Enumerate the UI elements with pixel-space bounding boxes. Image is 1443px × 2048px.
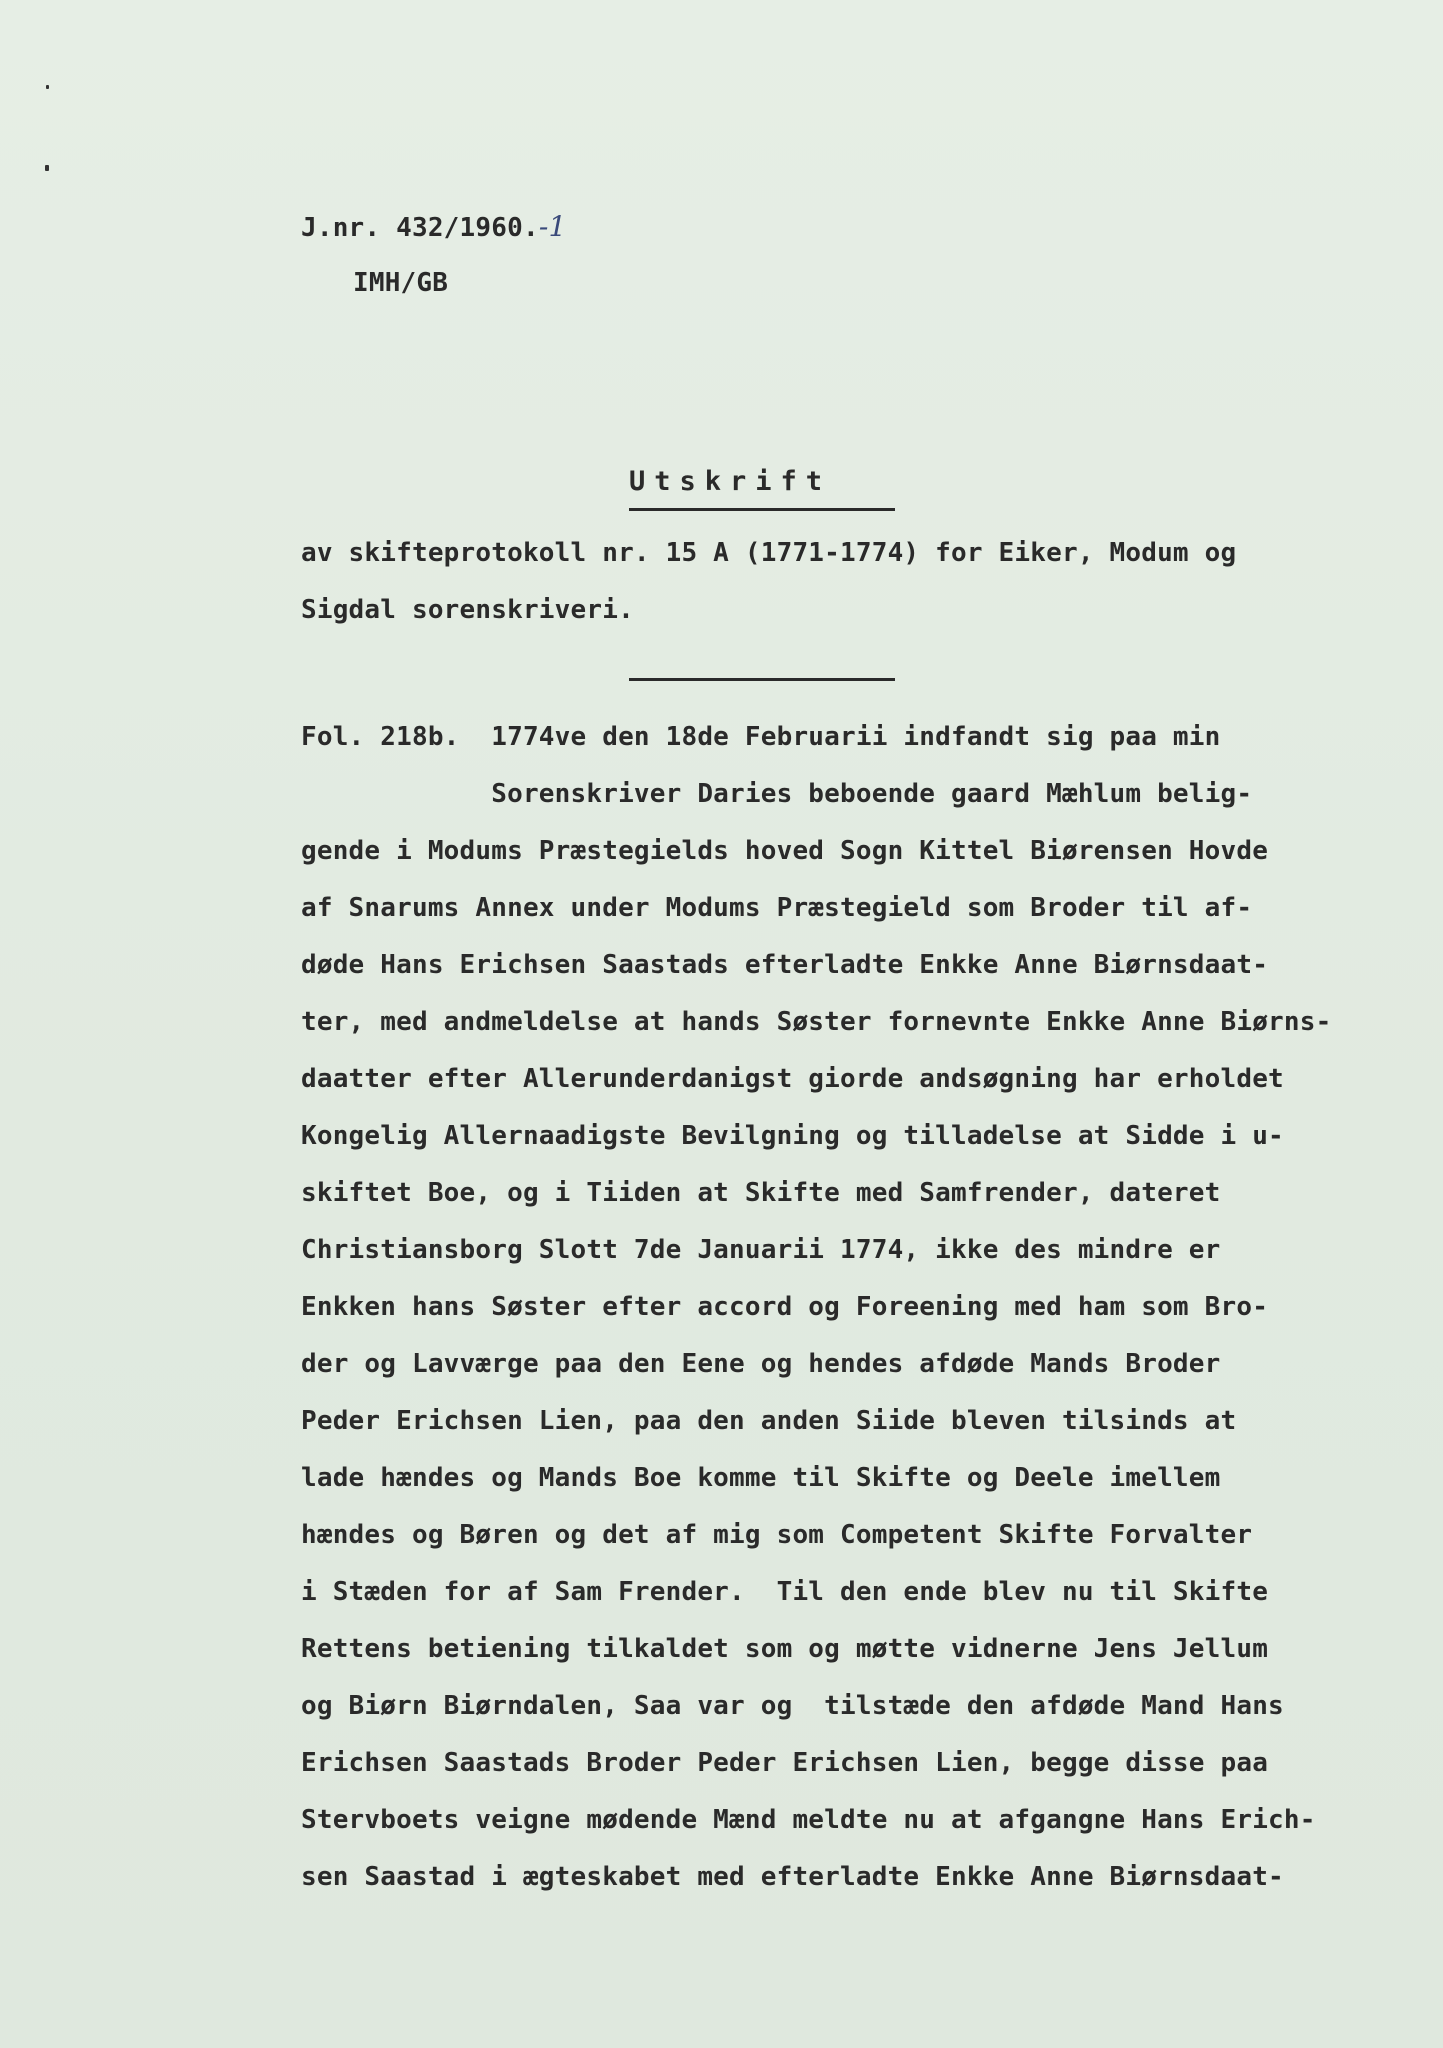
intro-line: Sigdal sorenskriveri.	[301, 595, 634, 625]
body-line: der og Lavværge paa den Eene og hendes afdøde Mands Broder	[301, 1349, 1221, 1379]
body-line: daatter efter Allerunderdanigst giorde andsøgning har erholdet	[301, 1064, 1284, 1094]
body-line: Stervboets veigne mødende Mænd meldte nu at afgangne Hans Erich-	[301, 1805, 1316, 1835]
body-line: hændes og Børen og det af mig som Competent Skifte Forvalter	[301, 1520, 1253, 1550]
body-line: Kongelig Allernaadigste Bevilgning og tilladelse at Sidde i u-	[301, 1121, 1284, 1151]
handwritten-suffix: -1	[538, 210, 567, 243]
intro-line: av skifteprotokoll nr. 15 A (1771-1774) for Eiker, Modum og	[301, 538, 1237, 568]
body-line: gende i Modums Præstegields hoved Sogn Kittel Biørensen Hovde	[301, 836, 1269, 866]
body-line: af Snarums Annex under Modums Præstegield som Broder til af-	[301, 893, 1253, 923]
body-line: skiftet Boe, og i Tiiden at Skifte med Samfrender, dateret	[301, 1178, 1221, 1208]
body-line: ter, med andmeldelse at hands Søster fornevnte Enkke Anne Biørns-	[301, 1007, 1332, 1037]
body-line: og Biørn Biørndalen, Saa var og tilstæde den afdøde Mand Hans	[301, 1691, 1284, 1721]
body-line: Peder Erichsen Lien, paa den anden Siide bleven tilsinds at	[301, 1406, 1237, 1436]
body-line: Fol. 218b. 1774ve den 18de Februarii indfandt sig paa min	[301, 722, 1221, 752]
section-divider	[629, 678, 895, 681]
title-underline	[629, 508, 895, 511]
body-line: Christiansborg Slott 7de Januarii 1774, ikke des mindre er	[301, 1235, 1221, 1265]
body-line: døde Hans Erichsen Saastads efterladte Enkke Anne Biørnsdaat-	[301, 950, 1269, 980]
body-line: Enkken hans Søster efter accord og Foreening med ham som Bro-	[301, 1292, 1269, 1322]
body-line: Sorenskriver Daries beboende gaard Mæhlum belig-	[301, 779, 1253, 809]
body-line: Rettens betiening tilkaldet som og møtte vidnerne Jens Jellum	[301, 1634, 1269, 1664]
journal-number: J.nr. 432/1960.	[301, 213, 539, 243]
journal-number-line	[301, 210, 567, 243]
body-line: i Stæden for af Sam Frender. Til den ende blev nu til Skifte	[301, 1577, 1269, 1607]
body-line: lade hændes og Mands Boe komme til Skifte og Deele imellem	[301, 1463, 1221, 1493]
body-line: sen Saastad i ægteskabet med efterladte Enkke Anne Biørnsdaat-	[301, 1862, 1284, 1892]
body-line: Erichsen Saastads Broder Peder Erichsen Lien, begge disse paa	[301, 1748, 1269, 1778]
initials: IMH/GB	[353, 268, 449, 298]
document-title: Utskrift	[629, 466, 832, 497]
